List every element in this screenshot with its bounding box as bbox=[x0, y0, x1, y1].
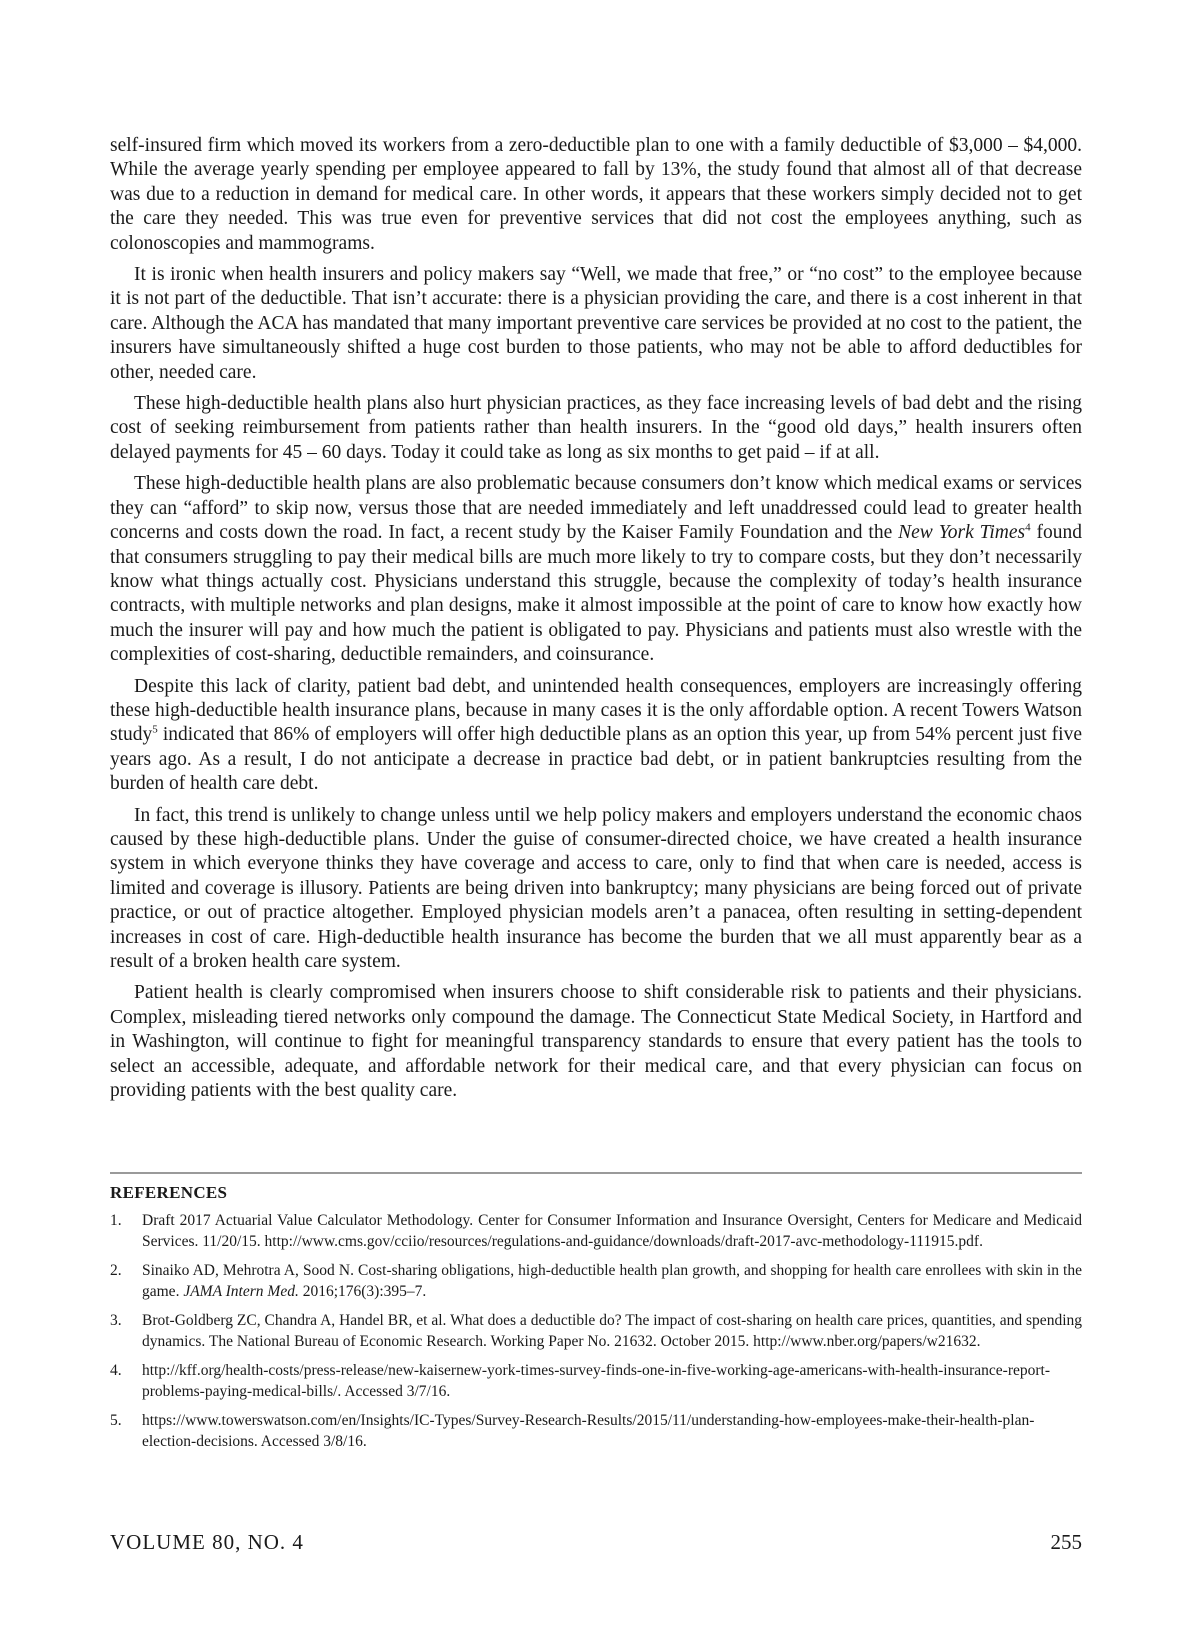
reference-text-tail: 2016;176(3):395–7. bbox=[302, 1282, 427, 1300]
reference-item bbox=[110, 1261, 1082, 1302]
paragraph-7: Patient health is clearly compromised when insurers choose to shift considerable risk to patients and their physicians. Complex, misleading tiered networks only compound the damage. The Connecticut State Medical Society, in Hartford and in Washington, will continue to fight for meaningful transparency standards to ensure that every patient has the tools to select an accessible, adequate, and affordable network for their medical care, and that every physician can focus on providing patients with the best quality care. bbox=[110, 982, 1082, 1102]
reference-item bbox=[110, 1411, 1082, 1452]
reference-text: http://kff.org/health-costs/press-release/new-kaisernew-york-times-survey-finds-one-in-five-working-age-americans-with-health-insurance-report-problems-paying-medical-bills/. Accessed 3/7/16. bbox=[142, 1362, 1050, 1400]
reference-item bbox=[110, 1311, 1082, 1352]
paragraph-2: It is ironic when health insurers and policy makers say “Well, we made that free,” or “no cost” to the employee because it is not part of the deductible. That isn’t accurate: there is a physician providing the care, and there is a cost inherent in that care. Although the ACA has mandated that many important preventive care services be provided at no cost to the patient, the insurers have simultaneously shifted a huge cost burden to those patients, who may not be able to afford deductibles for other, needed care. bbox=[110, 264, 1082, 383]
paragraph-1: self-insured firm which moved its workers from a zero-deductible plan to one with a family deductible of $3,000 – $4,000. While the average yearly spending per employee appeared to fall by 13%, the study found that almost all of that decrease was due to a reduction in demand for medical care. In other words, it appears that these workers simply decided not to get the care they needed. This was true even for preventive services that did not cost the employees anything, such as colonoscopies and mammograms. bbox=[110, 135, 1082, 254]
reference-text: https://www.towerswatson.com/en/Insights/IC-Types/Survey-Research-Results/2015/11/understanding-how-employees-make-their-health-plan-election-decisions. Accessed 3/8/16. bbox=[142, 1412, 1035, 1450]
references-list bbox=[110, 1211, 1082, 1452]
page-number: 255 bbox=[1050, 1530, 1082, 1554]
paragraph-4 bbox=[110, 472, 1082, 667]
reference-number: 1. bbox=[110, 1212, 122, 1229]
footnote-marker-4: 4 bbox=[1025, 521, 1031, 534]
footnote-marker-5: 5 bbox=[152, 723, 158, 736]
reference-number: 5. bbox=[110, 1412, 122, 1429]
paragraph-4-text-b: found that consumers struggling to pay their medical bills are much more likely to try to compare costs, but they don’t necessarily know what things actually cost. Physicians understand this struggle, because the complexity of today’s health insurance contracts, with multiple networks and plan designs, make it almost impossible at the point of care to know how exactly how much the insurer will pay and how much the patient is obligated to pay. Physicians and patients must also wrestle with the complexities of cost-sharing, deductible remainders, and coinsurance. bbox=[110, 522, 1083, 666]
references-divider bbox=[110, 1172, 1082, 1174]
paragraph-4-text-a: These high-deductible health plans are also problematic because consumers don’t know which medical exams or services they can “afford” to skip now, versus those that are needed immediately and left unaddressed could lead to greater health concerns and costs down the road. In fact, a recent study by the Kaiser Family Foundation and the bbox=[110, 473, 1082, 544]
publication-title: New York Times bbox=[898, 522, 1026, 544]
reference-item bbox=[110, 1361, 1082, 1402]
references-section bbox=[110, 1183, 1082, 1461]
reference-text: Brot-Goldberg ZC, Chandra A, Handel BR, et al. What does a deductible do? The impact of cost-sharing on health care prices, quantities, and spending dynamics. The National Bureau of Economic Research. Working Paper No. 21632. October 2015. http://www.nber.org/papers/w21632. bbox=[142, 1312, 1082, 1350]
paragraph-5-text-a: Despite this lack of clarity, patient bad debt, and unintended health consequences, employers are increasingly offering these high-deductible health insurance plans, because in many cases it is the only affordable option. A recent Towers Watson study bbox=[110, 675, 1082, 746]
paragraph-3: These high-deductible health plans also hurt physician practices, as they face increasing levels of bad debt and the rising cost of seeking reimbursement from patients rather than health insurers. In the “good old days,” health insurers often delayed payments for 45 – 60 days. Today it could take as long as six months to get paid – if at all. bbox=[110, 393, 1082, 463]
paragraph-5 bbox=[110, 675, 1082, 797]
reference-number: 3. bbox=[110, 1312, 122, 1329]
reference-number: 2. bbox=[110, 1262, 122, 1279]
paragraph-5-text-b: indicated that 86% of employers will offer high deductible plans as an option this year, up from 54% percent just five years ago. As a result, I do not anticipate a decrease in practice bad debt, or in patient bankruptcies resulting from the burden of health care debt. bbox=[110, 724, 1083, 795]
references-heading: REFERENCES bbox=[110, 1183, 228, 1202]
volume-issue: VOLUME 80, NO. 4 bbox=[110, 1530, 304, 1554]
reference-text: Sinaiko AD, Mehrotra A, Sood N. Cost-sharing obligations, high-deductible health plan growth, and shopping for health care enrollees with skin in the game. bbox=[142, 1262, 1082, 1300]
reference-item bbox=[110, 1211, 1082, 1252]
reference-text: Draft 2017 Actuarial Value Calculator Methodology. Center for Consumer Information and Insurance Oversight, Centers for Medicare and Medicaid Services. 11/20/15. http://www.cms.gov/cciio/resources/regulations-and-guidance/downloads/draft-2017-avc-methodology-111915.pdf. bbox=[142, 1212, 1082, 1250]
article-body bbox=[110, 134, 1082, 1110]
paragraph-6: In fact, this trend is unlikely to change unless until we help policy makers and employers understand the economic chaos caused by these high-deductible plans. Under the guise of consumer-directed choice, we have created a health insurance system in which everyone thinks they have coverage and access to care, only to find that when care is needed, access is limited and coverage is illusory. Patients are being driven into bankruptcy; many physicians are being forced out of private practice, or out of practice altogether. Employed physician models aren’t a panacea, often resulting in setting-dependent increases in cost of care. High-deductible health insurance has become the burden that we all must apparently bear as a result of a broken health care system. bbox=[110, 804, 1082, 972]
reference-number: 4. bbox=[110, 1362, 122, 1379]
journal-title: JAMA Intern Med. bbox=[183, 1282, 299, 1300]
